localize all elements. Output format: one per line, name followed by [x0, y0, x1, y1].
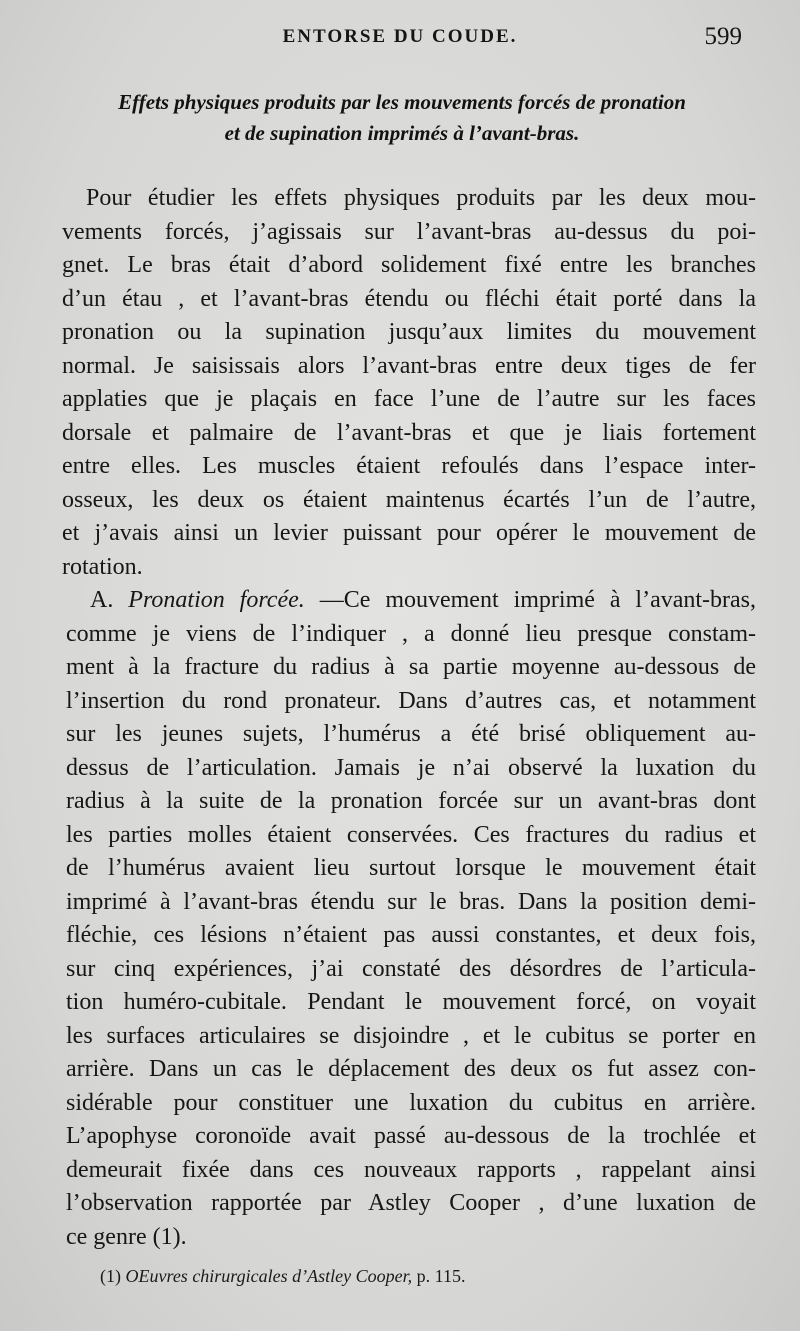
subsection-title: Pronation forcée.	[128, 587, 305, 613]
text-line: ce genre (1).	[66, 1223, 187, 1250]
page-number: 599	[704, 23, 742, 50]
text-line: applaties que je plaçais en face l’une de l’autre sur les faces	[62, 386, 756, 412]
text-line: dessus de l’articulation. Jamais je n’ai observé la luxation du	[66, 754, 756, 781]
text-line: osseux, les deux os étaient maintenus écartés l’un de l’autre,	[62, 486, 756, 513]
paragraph-2	[66, 584, 756, 1254]
footnote	[100, 1266, 465, 1287]
text-line: L’apophyse coronoïde avait passé au-dessous de la trochlée et	[66, 1123, 756, 1149]
text-line: les parties molles étaient conservées. Ces fractures du radius et	[66, 821, 756, 848]
text-line: sur les jeunes sujets, l’humérus a été brisé obliquement au-	[66, 721, 756, 747]
text-line: pronation ou la supination jusqu’aux limites du mouvement	[62, 319, 756, 345]
lead-text: —Ce mouvement imprimé à l’avant-bras,	[319, 587, 757, 613]
footnote-marker: (1)	[100, 1266, 121, 1286]
text-line: et j’avais ainsi un levier puissant pour opérer le mouvement de	[62, 520, 756, 546]
running-title: ENTORSE DU COUDE.	[282, 26, 518, 47]
section-heading	[60, 87, 744, 149]
body-text	[62, 182, 756, 1254]
footnote-page-ref: p. 115.	[416, 1266, 466, 1286]
text-line: dorsale et palmaire de l’avant-bras et que je liais fortement	[62, 419, 756, 446]
section-heading-line-1: Effets physiques produits par les mouvements forcés de pronation	[118, 90, 686, 114]
section-letter: A.	[90, 587, 114, 613]
running-head	[60, 23, 742, 56]
text-line: entre elles. Les muscles étaient refoulés dans l’espace inter-	[62, 453, 756, 479]
text-line: demeurait fixée dans ces nouveaux rapports , rappelant ainsi	[66, 1156, 756, 1183]
text-line: normal. Je saisissais alors l’avant-bras entre deux tiges de fer	[62, 352, 756, 379]
text-line: l’observation rapportée par Astley Cooper , d’une luxation de	[66, 1190, 756, 1216]
text-line: vements forcés, j’agissais sur l’avant-bras au-dessus du poi-	[62, 218, 756, 245]
text-line: radius à la suite de la pronation forcée sur un avant-bras dont	[66, 788, 756, 814]
text-line: d’un étau , et l’avant-bras étendu ou fléchi était porté dans la	[62, 285, 756, 312]
text-line: tion huméro-cubitale. Pendant le mouvement forcé, on voyait	[66, 989, 756, 1015]
text-line: sur cinq expériences, j’ai constaté des désordres de l’articula-	[66, 955, 756, 982]
text-line: comme je viens de l’indiquer , a donné lieu presque constam-	[66, 620, 756, 647]
text-line: rotation.	[62, 553, 143, 580]
text-line: fléchie, ces lésions n’étaient pas aussi constantes, et deux fois,	[66, 922, 756, 948]
text-line: de l’humérus avaient lieu surtout lorsque le mouvement était	[66, 855, 756, 881]
text-line: gnet. Le bras était d’abord solidement fixé entre les branches	[62, 252, 756, 278]
text-line: sidérable pour constituer une luxation du cubitus en arrière.	[66, 1089, 756, 1116]
text-line: arrière. Dans un cas le déplacement des deux os fut assez con-	[66, 1056, 756, 1082]
footnote-citation: OEuvres chirurgicales d’Astley Cooper,	[125, 1266, 413, 1286]
text-line: imprimé à l’avant-bras étendu sur le bras. Dans la position demi-	[66, 888, 756, 915]
text-line: l’insertion du rond pronateur. Dans d’autres cas, et notamment	[66, 687, 756, 714]
paragraph-lead-line	[66, 584, 756, 618]
paragraph-1	[62, 182, 756, 584]
text-line: les surfaces articulaires se disjoindre , et le cubitus se porter en	[66, 1022, 756, 1049]
text-line: ment à la fracture du radius à sa partie moyenne au-dessous de	[66, 654, 756, 680]
text-line: Pour étudier les effets physiques produits par les deux mou-	[86, 185, 756, 211]
section-heading-line-2: et de supination imprimés à l’avant-bras.	[224, 121, 580, 145]
